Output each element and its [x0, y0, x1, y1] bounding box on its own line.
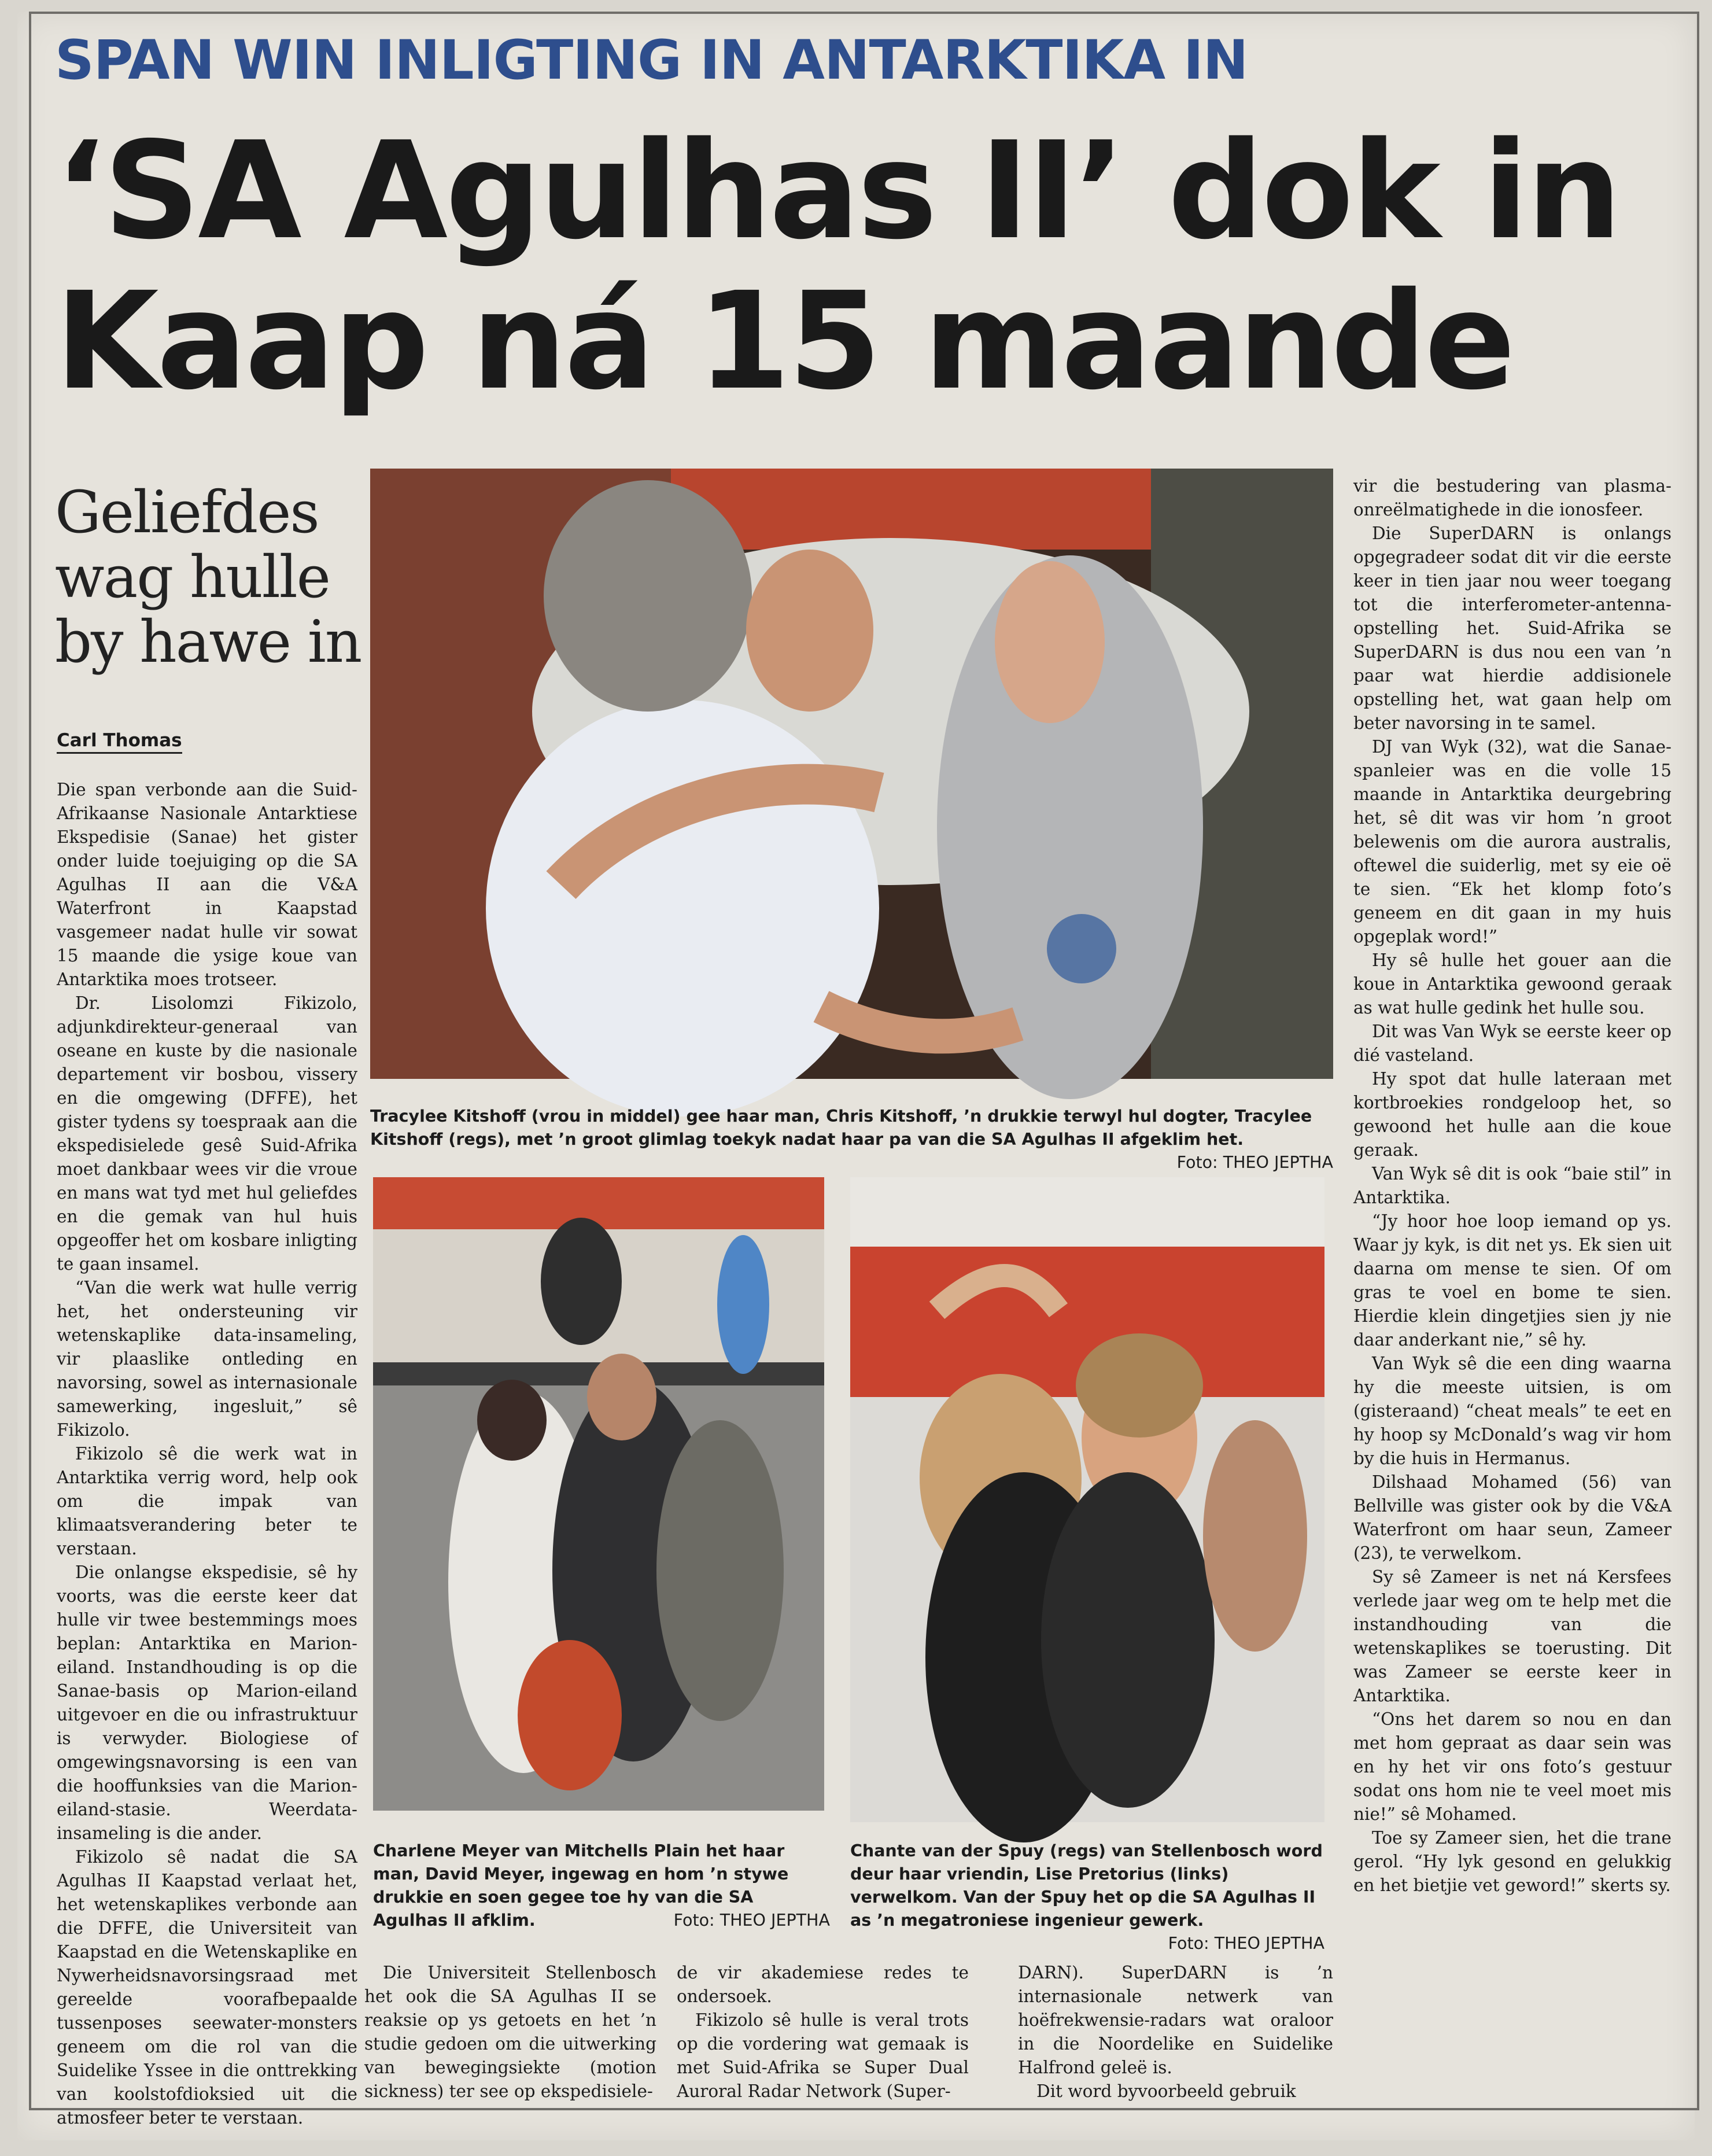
paragraph: Van Wyk sê die een ding waarna hy die meeste uitsien, is om (gisteraand) “cheat meals” te eet en hy hoop sy McDonald’s wag vir hom by die huis in Hermanus. [1353, 1354, 1672, 1468]
paragraph: Fikizolo sê die werk wat in Antarktika verrig word, help ook om die impak van klimaatsverandering beter te verstaan. [57, 1444, 357, 1558]
photo-credit: Foto: THEO JEPTHA [1168, 1934, 1324, 1953]
paragraph: Dilshaad Mohamed (56) van Bellville was gister ook by die V&A Waterfront om haar seun, Zameer (23), te verwelkom. [1353, 1472, 1672, 1563]
paragraph: de vir akademiese redes te ondersoek. [677, 1963, 969, 2006]
paragraph: Die SuperDARN is onlangs opgegradeer sodat dit vir die eerste keer in tien jaar nou weer toegang tot die interferometer-antenna-opstelling het. Suid-Afrika se SuperDARN is dus nou een van ’n paar wat hierdie addisionele opstelling het, wat gaan help om beter navorsing in te samel. [1353, 524, 1672, 733]
paragraph: DARN). SuperDARN is ’n internasionale netwerk van hoëfrekwensie-radars wat oraloor in die Noordelike en Suidelike Halfrond geleë is. [1018, 1963, 1333, 2077]
deck-line: wag hulle [55, 543, 330, 611]
paragraph: Toe sy Zameer sien, het die trane gerol. “Hy lyk gesond en gelukkig en het bietjie vet geword!” skerts sy. [1353, 1828, 1672, 1895]
photo-friends-welcome [850, 1177, 1324, 1822]
paragraph: DJ van Wyk (32), wat die Sanae-spanleier was en die volle 15 maande in Antarktika deurgebring het, sê dit was vir hom ’n groot belewenis om die aurora australis, oftewel die suiderlig, met sy eie oë te sien. “Ek het klomp foto’s geneem en dit gaan in my huis opgeplak word!” [1353, 737, 1672, 946]
main-photo-hug [370, 469, 1333, 1079]
paragraph: Die onlangse ekspedisie, sê hy voorts, was die eerste keer dat hulle vir twee bestemmings moes beplan: Antarktika en Marion-eiland. Instandhouding is op die Sanae-basis op Marion-eiland uitgevoer en die ou infrastruktuur is verwyder. Biologiese of omgewingsnavorsing is een van die hooffunksies van die Marion-eiland-stasie. Weerdata-insameling is die ander. [57, 1562, 357, 1843]
paragraph: Sy sê Zameer is net ná Kersfees verlede jaar weg om te help met die instandhouding van die wetenskaplikes se toerusting. Dit was Zameer se eerste keer in Antarktika. [1353, 1567, 1672, 1705]
article-column-bottom-1 [364, 1961, 656, 2100]
paragraph: “Ons het darem so nou en dan met hom gepraat as daar sein was en hy het vir ons foto’s gestuur sodat ons hom nie te veel moet mis nie!” sê Mohamed. [1353, 1709, 1672, 1824]
deck-headline [55, 478, 361, 676]
deck-line: Geliefdes [55, 478, 319, 546]
paragraph: “Jy hoor hoe loop iemand op ys. Waar jy kyk, is dit net ys. Ek sien uit daarna om mense te sien. Of om gras te voel en bome te sien. Hierdie klein dingetjies sien jy nie daar anderkant nie,” sê hy. [1353, 1211, 1672, 1350]
headline-line: ‘SA Agulhas II’ dok in [55, 113, 1620, 269]
main-photo-caption [370, 1105, 1333, 1174]
paragraph: Fikizolo sê hulle is veral trots op die vordering wat gemaak is met Suid-Afrika se Super Dual Auroral Radar Network (Super- [677, 2010, 969, 2101]
article-column-right [1353, 474, 1672, 2094]
photo-credit: Foto: THEO JEPTHA [673, 1911, 830, 1930]
photo-caption-bottom-right [850, 1840, 1324, 1955]
paragraph: Hy spot dat hulle lateraan met kortbroekies rondgeloop het, so gewoond het hulle aan die koue geraak. [1353, 1069, 1672, 1160]
paragraph: Van Wyk sê dit is ook “baie stil” in Antarktika. [1353, 1164, 1672, 1207]
article-column-bottom-3 [1018, 1961, 1333, 2100]
paragraph: Dit was Van Wyk se eerste keer op dié vasteland. [1353, 1022, 1672, 1065]
paragraph: Die Universiteit Stellenbosch het ook die SA Agulhas II se reaksie op ys getoets en het ’n studie gedoen om die uitwerking van bewegingsiekte (motion sickness) ter see op ekspedisiele- [364, 1963, 656, 2101]
paragraph: Hy sê hulle het gouer aan die koue in Antarktika gewoond geraak as wat hulle gedink het hulle sou. [1353, 950, 1672, 1018]
paragraph: Dr. Lisolomzi Fikizolo, adjunkdirekteur-generaal van oseane en kuste by die nasionale departement vir bosbou, vissery en die omgewing (DFFE), het gister tydens sy toespraak aan die ekspedisielede gesê Suid-Afrika moet dankbaar wees vir die vroue en mans wat tyd met hul geliefdes en die gemak van hul huis opgeoffer het om kosbare inligting te gaan insamel. [57, 993, 357, 1274]
article-column-bottom-2 [677, 1961, 969, 2100]
article-column-left [57, 778, 357, 2128]
paragraph: Dit word byvoorbeeld gebruik [1036, 2081, 1296, 2101]
photo-caption-bottom-left [373, 1840, 830, 1932]
deck-line: by hawe in [55, 608, 361, 676]
paragraph: Fikizolo sê nadat die SA Agulhas II Kaapstad verlaat het, het wetenskaplikes verbonde aan die DFFE, die Universiteit van Kaapstad en die Wetenskaplike en Nywerheidsnavorsingsraad met gereelde voorafbepaalde tussenposes seewater-monsters geneem om die rol van die Suidelike Yssee in die onttrekking van koolstofdioksied uit die atmosfeer beter te verstaan. [57, 1847, 357, 2128]
kicker: SPAN WIN INLIGTING IN ANTARKTIKA IN [55, 29, 1248, 92]
headline [55, 113, 1674, 419]
paragraph: “Van die werk wat hulle verrig het, het ondersteuning vir wetenskaplike data-insameling, vir plaaslike ontleding en navorsing, sowel as internasionale samewerking, ingesluit,” sê Fikizolo. [57, 1278, 357, 1440]
headline-line: Kaap ná 15 maande [55, 263, 1514, 419]
photo-meyer-couple [373, 1177, 824, 1811]
paragraph: Die span verbonde aan die Suid-Afrikaanse Nasionale Antarktiese Ekspedisie (Sanae) het gister onder luide toejuiging op die SA Agulhas II aan die V&A Waterfront in Kaapstad vasgemeer nadat hulle vir sowat 15 maande die ysige koue van Antarktika moes trotseer. [57, 780, 357, 989]
caption-text: Chante van der Spuy (regs) van Stellenbosch word deur haar vriendin, Lise Pretorius (links) verwelkom. Van der Spuy het op die SA Agulhas II as ’n megatroniese ingenieur gewerk. [850, 1841, 1323, 1930]
byline: Carl Thomas [57, 730, 182, 754]
caption-text: Charlene Meyer van Mitchells Plain het haar man, David Meyer, ingewag en hom ’n stywe drukkie en soen gegee toe hy van die SA Agulhas II afklim. [373, 1841, 789, 1930]
paragraph: vir die bestudering van plasma-onreëlmatighede in die ionosfeer. [1353, 476, 1672, 519]
photo-credit: Foto: THEO JEPTHA [1176, 1153, 1333, 1172]
caption-text: Tracylee Kitshoff (vrou in middel) gee haar man, Chris Kitshoff, ’n drukkie terwyl hul dogter, Tracylee Kitshoff (regs), met ’n groot glimlag toekyk nadat haar pa van die SA Agulhas II afgeklim het. [370, 1107, 1312, 1149]
